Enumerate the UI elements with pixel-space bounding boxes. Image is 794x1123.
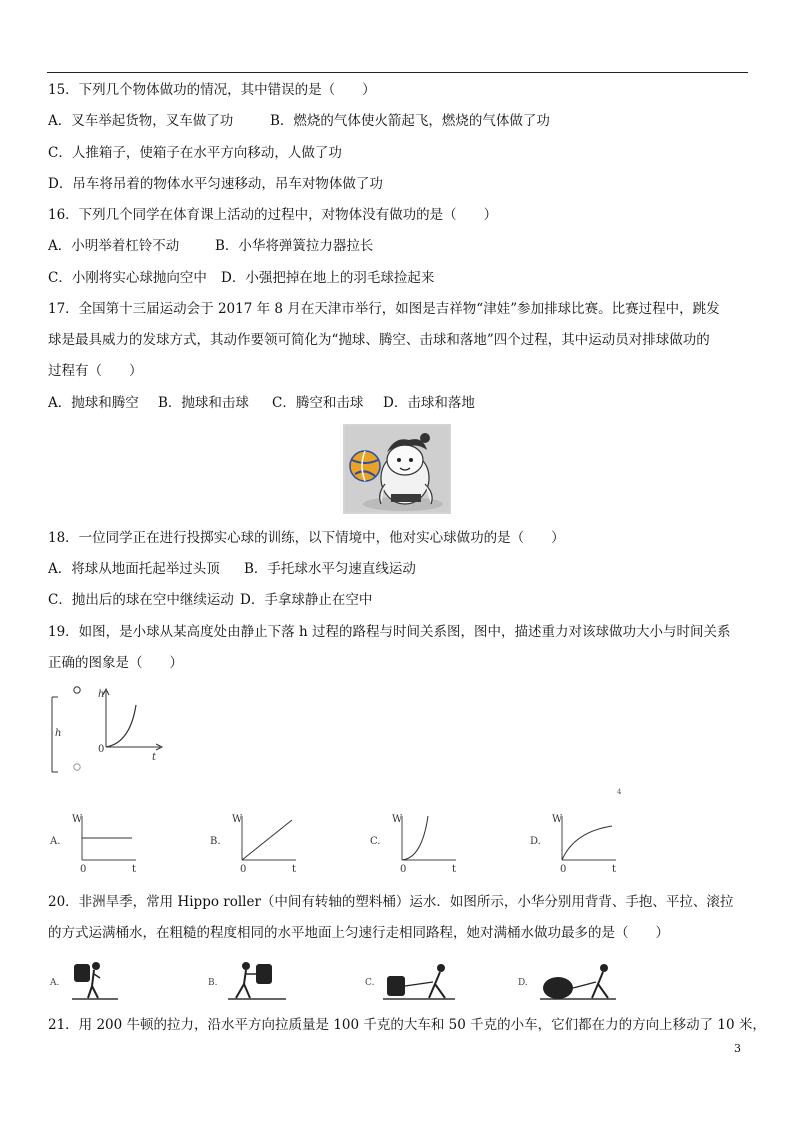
x-axis-label: t	[452, 864, 457, 875]
q17-stem-line2: 球是最具威力的发球方式，其动作要领可简化为“抛球、腾空、击球和落地”四个过程，其中运动员对排球做功的	[48, 332, 710, 348]
q19-option-c-graph[interactable]	[370, 808, 470, 878]
origin-label: 0	[80, 864, 87, 875]
x-axis-label: t	[292, 864, 297, 875]
fig-h-axis-label: h	[98, 689, 105, 700]
x-axis-label: t	[612, 864, 617, 875]
q20-option-d-label: D.	[518, 978, 528, 988]
q20-option-b-figure[interactable]	[208, 958, 288, 1003]
graph-curve	[402, 816, 428, 860]
q19-option-a-graph[interactable]	[50, 808, 150, 878]
q15-option-c[interactable]: C．人推箱子，使箱子在水平方向移动，人做了功	[48, 145, 342, 161]
q20-stem-line2: 的方式运满桶水，在粗糙的程度相同的水平地面上匀速行走相同路程，她对满桶水做功最多的是（ ）	[48, 925, 669, 941]
q18-option-b[interactable]: B．手托球水平匀速直线运动	[244, 561, 416, 577]
q17-stem-line3: 过程有（ ）	[48, 363, 143, 379]
y-axis-label: W	[392, 814, 403, 825]
q18-option-d[interactable]: D．手拿球静止在空中	[240, 592, 373, 608]
q18-option-a[interactable]: A．将球从地面托起举过头顶	[48, 561, 220, 577]
q15-option-d[interactable]: D．吊车将吊着的物体水平匀速移动，吊车对物体做了功	[48, 176, 383, 192]
q16-option-a[interactable]: A．小明举着杠铃不动	[48, 238, 180, 254]
y-axis-label: W	[232, 814, 243, 825]
mascot-volleyball-picture	[343, 424, 451, 514]
y-axis-label: W	[72, 814, 83, 825]
fig-t-axis-label: t	[152, 752, 157, 763]
q20-stem-line1: 20．非洲旱季，常用 Hippo roller（中间有转轴的塑料桶）运水．如图所示，小华分别用背背、手抱、平拉、滚拉	[48, 894, 734, 910]
stray-mark	[617, 787, 625, 795]
origin-label: 0	[400, 864, 407, 875]
falling-ball-figure	[44, 685, 169, 775]
q15-stem: 15．下列几个物体做功的情况，其中错误的是（ ）	[48, 82, 376, 98]
svg-text:4: 4	[617, 788, 622, 796]
q17-stem-line1: 17．全国第十三届运动会于 2017 年 8 月在天津市举行，如图是吉祥物“津娃”参加排球比赛。比赛过程中，跳发	[48, 301, 720, 317]
q17-option-a[interactable]: A．抛球和腾空	[48, 395, 139, 411]
q19-option-d-graph[interactable]	[530, 808, 630, 878]
q16-option-d[interactable]: D．小强把掉在地上的羽毛球捡起来	[221, 270, 435, 286]
q19-stem-line1: 19．如图，是小球从某高度处由静止下落 h 过程的路程与时间关系图，图中，描述重力对该球做功大小与时间关系	[48, 624, 731, 640]
page-number: 3	[734, 1042, 741, 1055]
q20-option-a-label: A.	[50, 978, 60, 988]
option-letter: A.	[50, 836, 61, 847]
option-letter: C.	[370, 836, 381, 847]
graph-curve	[562, 826, 612, 860]
q16-option-c[interactable]: C．小刚将实心球抛向空中	[48, 270, 207, 286]
q18-stem: 18．一位同学正在进行投掷实心球的训练，以下情境中，他对实心球做功的是（ ）	[48, 530, 565, 546]
q20-option-d-figure[interactable]	[518, 958, 618, 1003]
option-letter: B.	[210, 836, 221, 847]
q20-option-c-label: C.	[365, 978, 375, 988]
fig-origin-label: 0	[98, 744, 105, 755]
graph-curve	[242, 820, 292, 860]
origin-label: 0	[560, 864, 567, 875]
q20-option-a-figure[interactable]	[50, 958, 120, 1003]
q16-option-b[interactable]: B．小华将弹簧拉力器拉长	[215, 238, 374, 254]
y-axis-label: W	[552, 814, 563, 825]
x-axis-label: t	[132, 864, 137, 875]
q15-option-a[interactable]: A．叉车举起货物，叉车做了功	[48, 113, 234, 129]
q16-stem: 16．下列几个同学在体育课上活动的过程中，对物体没有做功的是（ ）	[48, 207, 498, 223]
q17-option-d[interactable]: D．击球和落地	[383, 395, 475, 411]
height-label: h	[55, 728, 62, 739]
q20-option-b-label: B.	[208, 978, 218, 988]
q17-option-b[interactable]: B．抛球和击球	[158, 395, 249, 411]
q19-stem-line2: 正确的图象是（ ）	[48, 655, 183, 671]
header-rule	[47, 72, 748, 73]
q15-option-b[interactable]: B．燃烧的气体使火箭起飞，燃烧的气体做了功	[270, 113, 550, 129]
q19-option-b-graph[interactable]	[210, 808, 310, 878]
q18-option-c[interactable]: C．抛出后的球在空中继续运动	[48, 592, 234, 608]
q21-stem-line1: 21．用 200 牛顿的拉力，沿水平方向拉质量是 100 千克的大车和 50 千克的小车，它们都在力的方向上移动了 10 米，	[48, 1017, 766, 1033]
q17-option-c[interactable]: C．腾空和击球	[272, 395, 364, 411]
q20-option-c-figure[interactable]	[365, 958, 457, 1003]
origin-label: 0	[240, 864, 247, 875]
option-letter: D.	[530, 836, 541, 847]
